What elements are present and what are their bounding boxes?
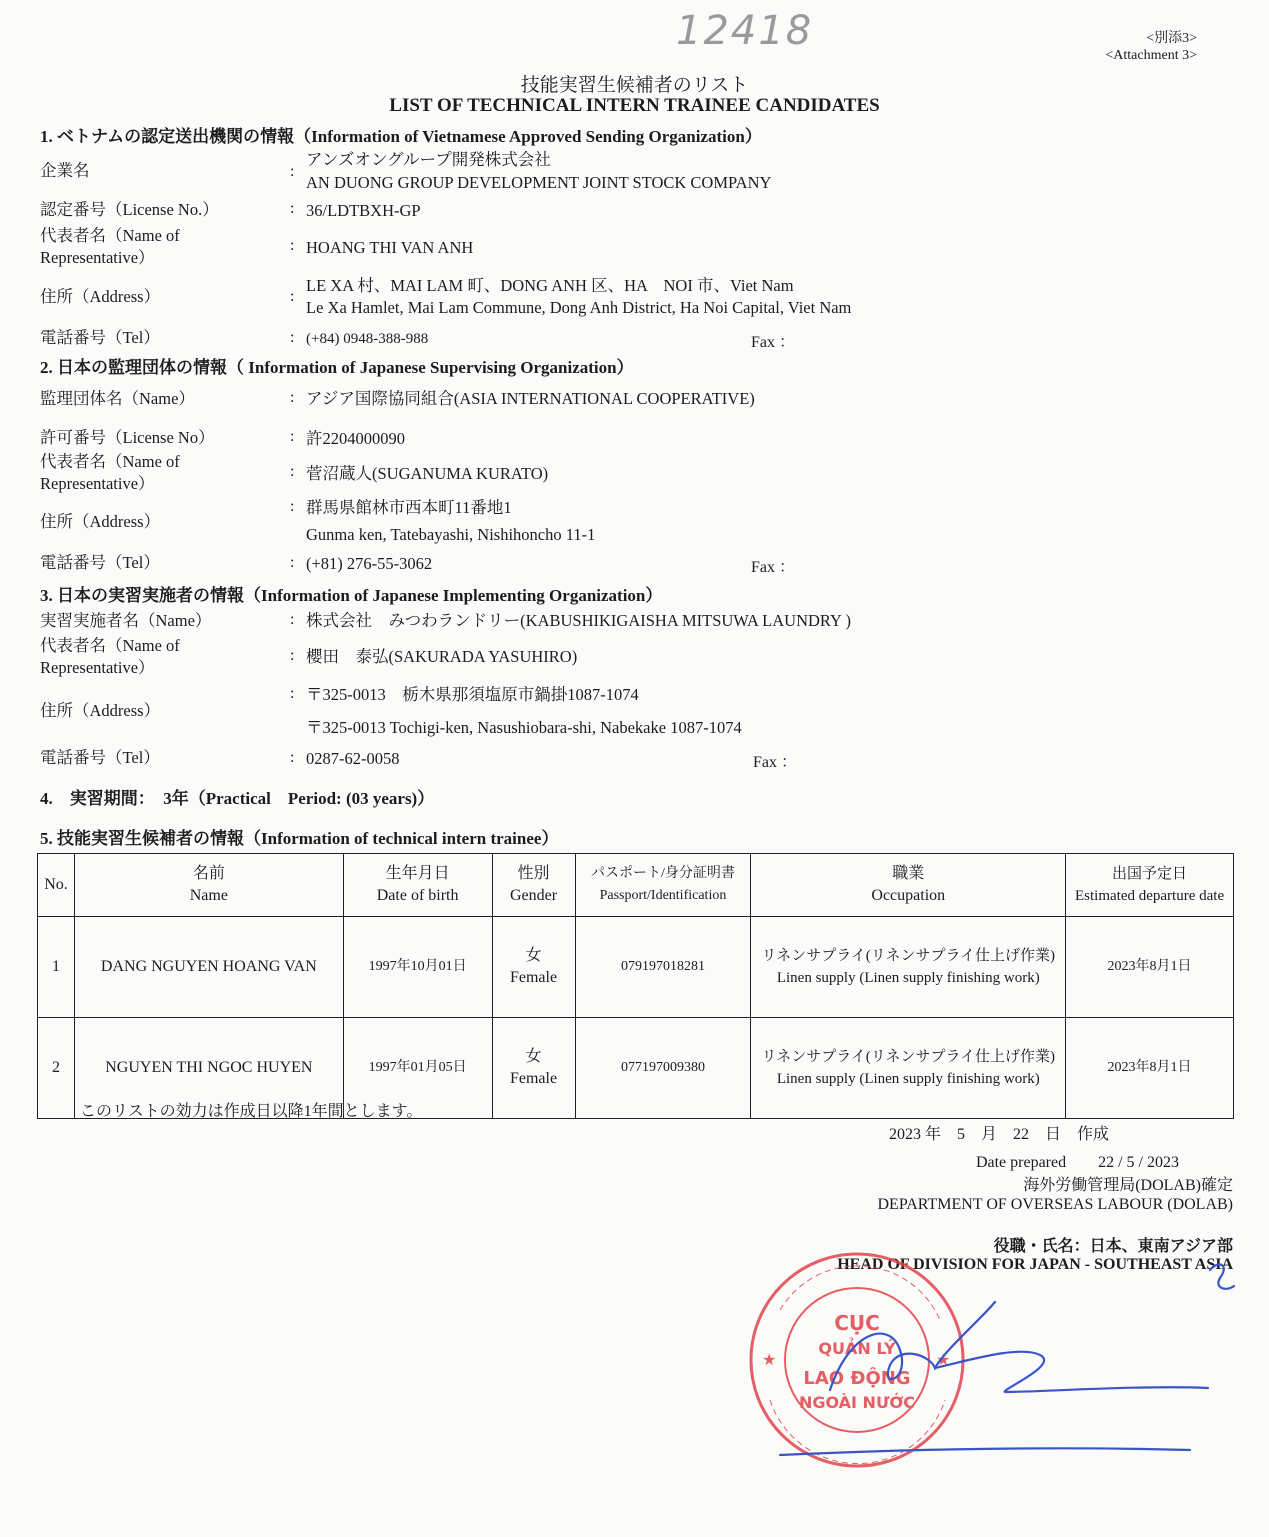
cell-dob: 1997年01月05日 [343, 1018, 492, 1119]
section2-heading: 2. 日本の監理団体の情報（ Information of Japanese Supervising Organization） [40, 358, 634, 377]
cell-name: NGUYEN THI NGOC HUYEN [74, 1018, 343, 1119]
attachment-label-jp: <別添3> [1146, 31, 1197, 46]
header-name: 名前 Name [74, 854, 343, 917]
colon: : [290, 200, 295, 217]
colon: : [290, 463, 295, 480]
colon: : [290, 288, 295, 305]
header-departure: 出国予定日 Estimated departure date [1066, 854, 1234, 917]
svg-text:CỤC: CỤC [834, 1311, 880, 1335]
s1-address-jp: LE XA 村、MAI LAM 町、DONG ANH 区、HA NOI 市、Viet Nam [306, 276, 794, 295]
department-jp: 海外労働管理局(DOLAB)確定 [1023, 1177, 1233, 1194]
s1-company-jp: アンズオングループ開発株式会社 [306, 150, 551, 169]
section4-heading: 4. 実習期間： 3年（Practical Period: (03 years)） [40, 789, 435, 808]
s3-tel-label: 電話番号（Tel） [40, 748, 160, 767]
s3-name-value: 株式会社 みつわランドリー(KABUSHIKIGAISHA MITSUWA LAUNDRY ) [306, 611, 851, 630]
position-jp: 役職・氏名：日本、東南アジア部 [993, 1238, 1233, 1255]
colon: : [290, 554, 295, 571]
colon: : [290, 611, 295, 628]
colon: : [290, 428, 295, 445]
cell-passport: 077197009380 [575, 1018, 751, 1119]
svg-text:★: ★ [762, 1350, 777, 1369]
cell-occupation: リネンサプライ(リネンサプライ仕上げ作業) Linen supply (Linen supply finishing work) [751, 1018, 1066, 1119]
header-passport: パスポート/身分証明書 Passport/Identification [575, 854, 751, 917]
s2-address-en: Gunma ken, Tatebayashi, Nishihoncho 11-1 [306, 525, 596, 544]
s1-fax-label: Fax ： [751, 334, 796, 351]
s2-rep-label-2: Representative） [40, 474, 155, 493]
s3-rep-label-2: Representative） [40, 658, 155, 677]
s3-address-en: 〒325-0013 Tochigi-ken, Nasushiobara-shi, Nabekake 1087-1074 [306, 718, 742, 737]
section3-heading: 3. 日本の実習実施者の情報（Information of Japanese Implementing Organization） [40, 586, 663, 605]
s2-rep-label-1: 代表者名（Name of [40, 452, 180, 471]
s2-name-label: 監理団体名（Name） [40, 389, 195, 408]
s3-name-label: 実習実施者名（Name） [40, 611, 212, 630]
colon: : [290, 647, 295, 664]
s2-license-label: 許可番号（License No） [40, 428, 215, 447]
header-occupation: 職業 Occupation [751, 854, 1066, 917]
official-stamp-and-signature [740, 1250, 1240, 1490]
colon: : [290, 329, 295, 346]
s2-fax-label: Fax ： [751, 559, 796, 576]
s1-tel-label: 電話番号（Tel） [40, 328, 160, 347]
cell-passport: 079197018281 [575, 917, 751, 1018]
s2-tel-value: (+81) 276-55-3062 [306, 554, 433, 573]
s1-rep-value: HOANG THI VAN ANH [306, 238, 474, 257]
cell-gender: 女 Female [492, 1018, 575, 1119]
colon: : [290, 749, 295, 766]
cell-name: DANG NGUYEN HOANG VAN [74, 917, 343, 1018]
official-stamp [751, 1254, 963, 1466]
cell-departure: 2023年8月1日 [1066, 917, 1234, 1018]
s1-license-label: 認定番号（License No.） [40, 200, 219, 219]
date-jp: 2023 年 5 月 22 日 作成 [888, 1126, 1109, 1143]
cell-occupation: リネンサプライ(リネンサプライ仕上げ作業) Linen supply (Linen supply finishing work) [751, 917, 1066, 1018]
attachment-label-en: <Attachment 3> [1105, 48, 1197, 63]
page-title-jp: 技能実習生候補者のリスト [520, 75, 749, 96]
colon: : [290, 685, 295, 702]
s1-license-value: 36/LDTBXH-GP [306, 201, 421, 220]
s2-address-jp: 群馬県館林市西本町11番地1 [306, 498, 512, 517]
cell-departure: 2023年8月1日 [1066, 1018, 1234, 1119]
colon: : [290, 498, 295, 515]
handwritten-number: 12418 [676, 8, 814, 54]
s3-rep-value: 櫻田 泰弘(SAKURADA YASUHIRO) [306, 647, 578, 666]
colon: : [290, 163, 295, 180]
svg-text:LAO ĐỘNG: LAO ĐỘNG [803, 1368, 911, 1389]
cell-dob: 1997年10月01日 [343, 917, 492, 1018]
table-row [38, 917, 1234, 1018]
s1-address-label: 住所（Address） [40, 287, 161, 306]
s2-tel-label: 電話番号（Tel） [40, 553, 160, 572]
svg-text:QUẢN LÝ: QUẢN LÝ [818, 1339, 896, 1358]
cell-gender: 女 Female [492, 917, 575, 1018]
s3-address-label: 住所（Address） [40, 701, 161, 720]
colon: : [290, 237, 295, 254]
position-en: HEAD OF DIVISION FOR JAPAN - SOUTHEAST ASIA [837, 1256, 1233, 1273]
trainee-table [37, 853, 1234, 1119]
section5-heading: 5. 技能実習生候補者の情報（Information of technical intern trainee） [40, 829, 559, 848]
s3-fax-label: Fax ： [753, 754, 798, 771]
table-header-row [38, 854, 1234, 917]
s1-company-en: AN DUONG GROUP DEVELOPMENT JOINT STOCK COMPANY [306, 173, 772, 192]
s2-name-value: アジア国際協同組合(ASIA INTERNATIONAL COOPERATIVE) [306, 389, 755, 408]
date-prepared: Date prepared 22 / 5 / 2023 [975, 1154, 1179, 1171]
svg-text:★: ★ [936, 1350, 951, 1369]
header-dob: 生年月日 Date of birth [343, 854, 492, 917]
s1-address-en: Le Xa Hamlet, Mai Lam Commune, Dong Anh District, Ha Noi Capital, Viet Nam [306, 298, 852, 317]
s3-address-jp: 〒325-0013 栃木県那須塩原市鍋掛1087-1074 [306, 685, 639, 704]
header-gender: 性別 Gender [492, 854, 575, 917]
header-no: No. [38, 854, 75, 917]
colon: : [290, 389, 295, 406]
s1-rep-label-2: Representative） [40, 248, 155, 267]
s2-address-label: 住所（Address） [40, 512, 161, 531]
s3-rep-label-1: 代表者名（Name of [40, 636, 180, 655]
s3-tel-value: 0287-62-0058 [306, 749, 400, 768]
section1-heading: 1. ベトナムの認定送出機関の情報（Information of Vietnamese Approved Sending Organization） [40, 127, 762, 146]
s1-rep-label-1: 代表者名（Name of [40, 226, 180, 245]
s1-tel-value: (+84) 0948-388-988 [306, 331, 429, 347]
page-title-en: LIST OF TECHNICAL INTERN TRAINEE CANDIDATES [389, 95, 880, 116]
signature [780, 1264, 1234, 1455]
s2-rep-value: 菅沼蔵人(SUGANUMA KURATO) [306, 464, 549, 483]
s1-company-label: 企業名 [40, 161, 90, 180]
s2-license-value: 許2204000090 [306, 429, 405, 448]
svg-text:NGOÀI NƯỚC: NGOÀI NƯỚC [798, 1393, 916, 1412]
cell-no: 2 [38, 1018, 75, 1119]
cell-no: 1 [38, 917, 75, 1018]
validity-note: このリストの効力は作成日以降1年間とします。 [80, 1103, 423, 1120]
department-en: DEPARTMENT OF OVERSEAS LABOUR (DOLAB) [877, 1196, 1233, 1213]
